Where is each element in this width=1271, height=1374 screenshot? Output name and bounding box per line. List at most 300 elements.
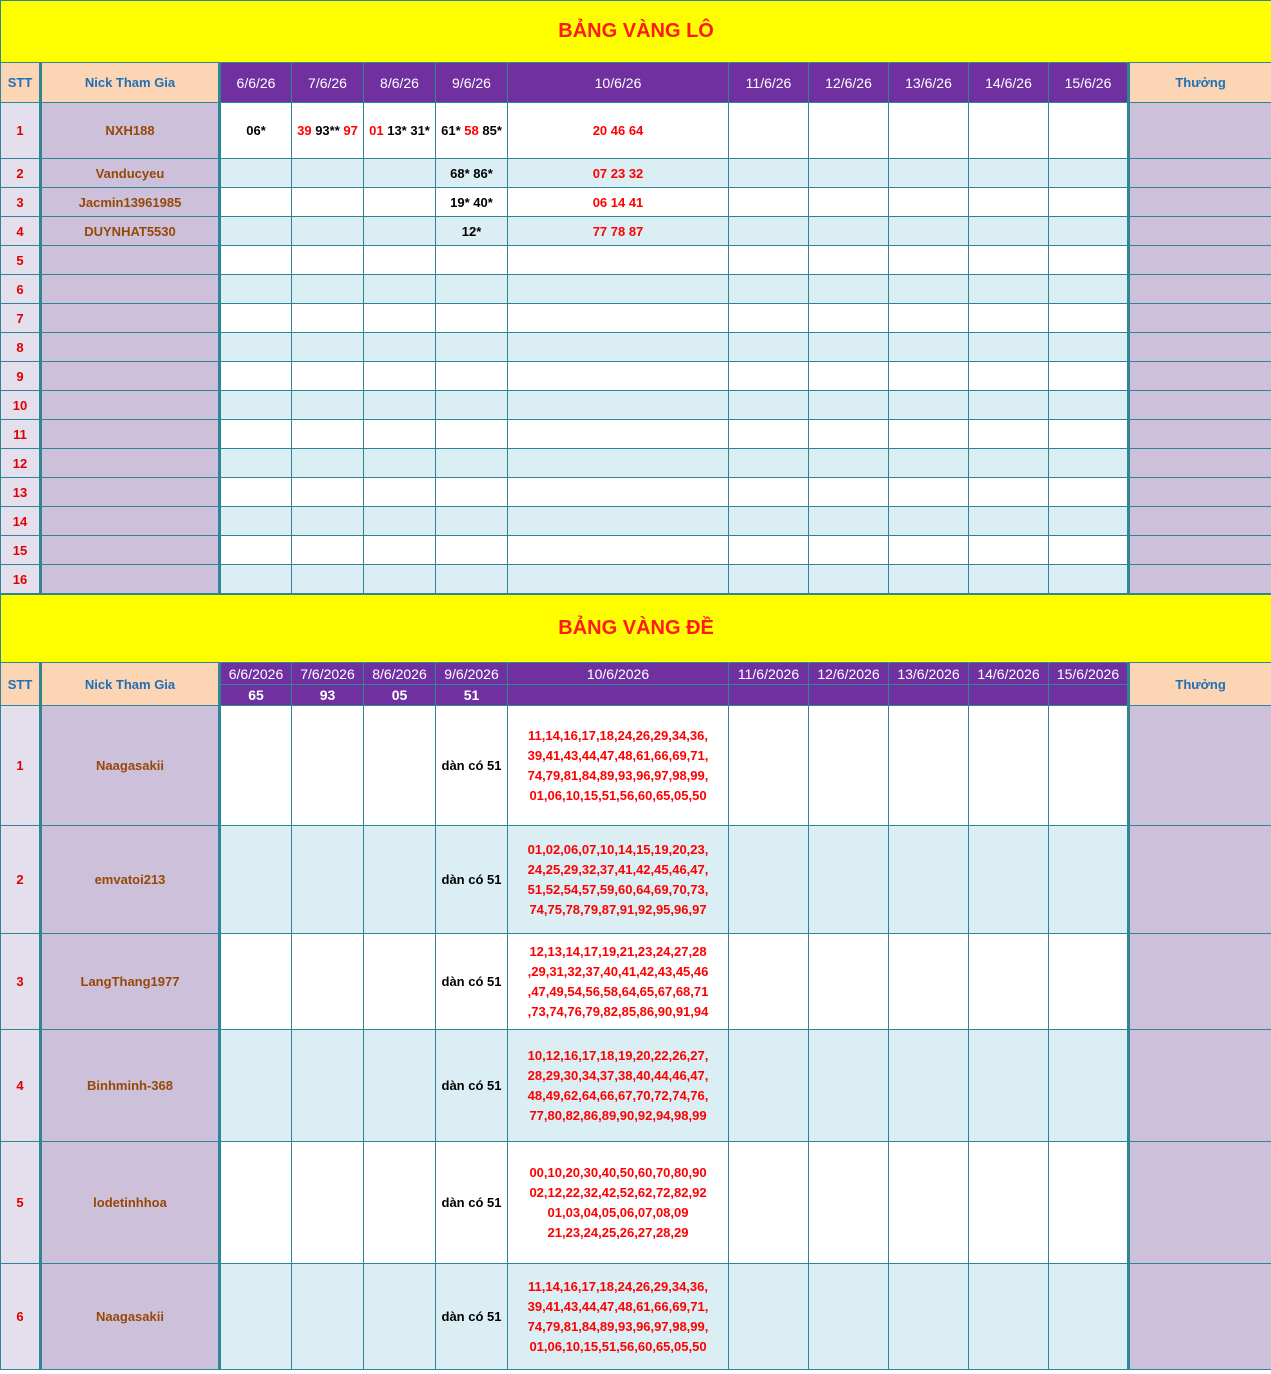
de-cell-empty xyxy=(729,826,809,934)
lo-cell-r7-d8 xyxy=(889,304,969,333)
de-cell-empty xyxy=(292,934,364,1030)
lo-cell-r15-d1 xyxy=(220,536,292,565)
lo-cell-r2-d1 xyxy=(220,159,292,188)
lo-cell-r13-d1 xyxy=(220,478,292,507)
lo-row xyxy=(1,217,1271,246)
lo-pick: 68* 86* xyxy=(450,165,493,181)
de-result-6 xyxy=(729,685,809,706)
lo-header-stt: STT xyxy=(1,63,41,103)
lo-pick: 58 xyxy=(464,123,479,138)
lo-cell-r6-d4 xyxy=(436,275,508,304)
lo-cell-r7-d3 xyxy=(364,304,436,333)
lo-cell-r12-d2 xyxy=(292,449,364,478)
de-row xyxy=(1,934,1271,1030)
lo-cell-r15-d10 xyxy=(1049,536,1129,565)
lo-header-date-6: 11/6/26 xyxy=(729,63,809,103)
de-cell-empty xyxy=(364,934,436,1030)
de-cell-empty xyxy=(729,706,809,826)
lo-cell-r10-d4 xyxy=(436,391,508,420)
lo-cell-r16-d10 xyxy=(1049,565,1129,594)
lo-cell-r11-d4 xyxy=(436,420,508,449)
de-result-8 xyxy=(889,685,969,706)
lo-cell-r9-d5 xyxy=(508,362,729,391)
lo-row-nick xyxy=(41,391,220,420)
lo-cell-r9-d3 xyxy=(364,362,436,391)
de-result-1: 65 xyxy=(220,685,292,706)
de-cell-empty xyxy=(729,1030,809,1142)
lo-cell-r11-d5 xyxy=(508,420,729,449)
lo-row-nick xyxy=(41,246,220,275)
lo-pick: 06 14 41 xyxy=(592,194,644,210)
de-cell-empty xyxy=(889,1264,969,1370)
de-row-stt: 5 xyxy=(1,1142,41,1264)
lo-cell-r13-d2 xyxy=(292,478,364,507)
lo-cell-r10-d10 xyxy=(1049,391,1129,420)
de-cell-empty xyxy=(809,826,889,934)
lo-cell-r4-d5 xyxy=(508,217,729,246)
de-cell-empty xyxy=(729,934,809,1030)
lo-cell-r5-d9 xyxy=(969,246,1049,275)
lo-pick: 07 23 32 xyxy=(592,165,644,181)
lo-header-date-4: 9/6/26 xyxy=(436,63,508,103)
lo-pick: 97 xyxy=(343,123,358,138)
lo-row-stt: 11 xyxy=(1,420,41,449)
lo-row-thuong xyxy=(1129,217,1271,246)
de-cell-d4: dàn có 51 xyxy=(436,1142,508,1264)
lo-cell-r12-d7 xyxy=(809,449,889,478)
de-number-line: 39,41,43,44,47,48,61,66,69,71, xyxy=(527,747,709,763)
lo-cell-r9-d7 xyxy=(809,362,889,391)
de-cell-empty xyxy=(292,1142,364,1264)
de-number-line: ,29,31,32,37,40,41,42,43,45,46 xyxy=(527,963,709,979)
lo-cell-r7-d7 xyxy=(809,304,889,333)
de-cell-numbers xyxy=(508,826,729,934)
lo-row xyxy=(1,478,1271,507)
de-number-line: ,73,74,76,79,82,85,86,90,91,94 xyxy=(527,1003,709,1019)
lo-cell-r5-d7 xyxy=(809,246,889,275)
lo-header-date-3: 8/6/26 xyxy=(364,63,436,103)
lo-cell-r12-d3 xyxy=(364,449,436,478)
de-result-3: 05 xyxy=(364,685,436,706)
lo-cell-r2-d7 xyxy=(809,159,889,188)
de-cell-empty xyxy=(729,1264,809,1370)
lo-row xyxy=(1,103,1271,159)
lo-row-nick: Jacmin13961985 xyxy=(41,188,220,217)
lo-pick: 77 78 87 xyxy=(592,223,644,239)
lo-row xyxy=(1,275,1271,304)
de-result-10 xyxy=(1049,685,1129,706)
de-header-date-5: 10/6/2026 xyxy=(508,663,729,685)
lo-cell-r10-d5 xyxy=(508,391,729,420)
lo-row-stt: 3 xyxy=(1,188,41,217)
lo-cell-r9-d8 xyxy=(889,362,969,391)
de-cell-empty xyxy=(1049,934,1129,1030)
de-number-line: ,47,49,54,56,58,64,65,67,68,71 xyxy=(527,983,709,999)
de-result-7 xyxy=(809,685,889,706)
de-number-line: 24,25,29,32,37,41,42,45,46,47, xyxy=(527,861,709,877)
lo-pick: 93** xyxy=(315,123,340,138)
lo-row-stt: 1 xyxy=(1,103,41,159)
lo-cell-r13-d6 xyxy=(729,478,809,507)
lo-row xyxy=(1,159,1271,188)
lo-cell-r3-d6 xyxy=(729,188,809,217)
de-header-nick: Nick Tham Gia xyxy=(41,663,220,706)
de-number-line: 11,14,16,17,18,24,26,29,34,36, xyxy=(527,727,708,743)
de-cell-numbers xyxy=(508,934,729,1030)
lo-pick: 85* xyxy=(482,123,502,138)
lo-cell-r15-d4 xyxy=(436,536,508,565)
de-result-2: 93 xyxy=(292,685,364,706)
de-row-nick: Naagasakii xyxy=(41,1264,220,1370)
lo-row-stt: 8 xyxy=(1,333,41,362)
de-cell-empty xyxy=(292,826,364,934)
lo-title: BẢNG VÀNG LÔ xyxy=(1,1,1271,63)
de-cell-numbers xyxy=(508,706,729,826)
lo-cell-r13-d7 xyxy=(809,478,889,507)
lo-cell-r1-d4 xyxy=(436,103,508,159)
lo-header-date-8: 13/6/26 xyxy=(889,63,969,103)
de-cell-empty xyxy=(889,1030,969,1142)
de-header-date-2: 7/6/2026 xyxy=(292,663,364,685)
lo-row-thuong xyxy=(1129,478,1271,507)
de-cell-empty xyxy=(1049,1142,1129,1264)
lo-row-thuong xyxy=(1129,188,1271,217)
lo-cell-r4-d3 xyxy=(364,217,436,246)
lo-row-thuong xyxy=(1129,362,1271,391)
de-cell-empty xyxy=(220,1030,292,1142)
lo-cell-r4-d4 xyxy=(436,217,508,246)
lo-cell-r1-d7 xyxy=(809,103,889,159)
lo-cell-r2-d3 xyxy=(364,159,436,188)
lo-row-thuong xyxy=(1129,304,1271,333)
lo-cell-r3-d7 xyxy=(809,188,889,217)
de-row-nick: lodetinhhoa xyxy=(41,1142,220,1264)
de-number-line: 48,49,62,64,66,67,70,72,74,76, xyxy=(527,1087,709,1103)
de-cell-empty xyxy=(969,1264,1049,1370)
lo-cell-r2-d6 xyxy=(729,159,809,188)
lo-cell-r5-d8 xyxy=(889,246,969,275)
de-number-line: 77,80,82,86,89,90,92,94,98,99 xyxy=(529,1107,707,1123)
lo-pick: 61* xyxy=(441,123,461,138)
de-number-line: 74,79,81,84,89,93,96,97,98,99, xyxy=(527,767,709,783)
lo-cell-r8-d1 xyxy=(220,333,292,362)
lo-cell-r3-d2 xyxy=(292,188,364,217)
lo-pick: 39 xyxy=(297,123,312,138)
de-row-thuong xyxy=(1129,706,1271,826)
lo-pick: 13* 31* xyxy=(387,123,430,138)
lo-cell-r13-d4 xyxy=(436,478,508,507)
lo-row-nick xyxy=(41,536,220,565)
de-header-date-10: 15/6/2026 xyxy=(1049,663,1129,685)
de-cell-empty xyxy=(364,1264,436,1370)
lo-cell-r1-d3 xyxy=(364,103,436,159)
lo-cell-r2-d2 xyxy=(292,159,364,188)
lo-cell-r6-d10 xyxy=(1049,275,1129,304)
lo-cell-r13-d10 xyxy=(1049,478,1129,507)
lo-header-date-2: 7/6/26 xyxy=(292,63,364,103)
de-cell-empty xyxy=(1049,1030,1129,1142)
lo-row xyxy=(1,188,1271,217)
de-cell-empty xyxy=(809,934,889,1030)
de-header-stt: STT xyxy=(1,663,41,706)
de-row-thuong xyxy=(1129,1030,1271,1142)
de-cell-d4: dàn có 51 xyxy=(436,934,508,1030)
lo-cell-r12-d1 xyxy=(220,449,292,478)
de-cell-d4: dàn có 51 xyxy=(436,1030,508,1142)
lo-row-stt: 10 xyxy=(1,391,41,420)
lo-cell-r7-d5 xyxy=(508,304,729,333)
lo-cell-r15-d3 xyxy=(364,536,436,565)
lo-header-date-10: 15/6/26 xyxy=(1049,63,1129,103)
lo-cell-r14-d4 xyxy=(436,507,508,536)
de-cell-empty xyxy=(292,706,364,826)
lo-cell-r8-d3 xyxy=(364,333,436,362)
lo-cell-r8-d7 xyxy=(809,333,889,362)
de-cell-empty xyxy=(889,1142,969,1264)
lo-row-thuong xyxy=(1129,536,1271,565)
lo-cell-r4-d8 xyxy=(889,217,969,246)
lo-cell-r9-d6 xyxy=(729,362,809,391)
lo-row-stt: 5 xyxy=(1,246,41,275)
lo-cell-r3-d8 xyxy=(889,188,969,217)
lo-cell-r1-d8 xyxy=(889,103,969,159)
lo-row-thuong xyxy=(1129,507,1271,536)
lo-cell-r3-d1 xyxy=(220,188,292,217)
lo-row-stt: 15 xyxy=(1,536,41,565)
lo-cell-r15-d5 xyxy=(508,536,729,565)
de-number-line: 74,79,81,84,89,93,96,97,98,99, xyxy=(527,1318,709,1334)
lo-cell-r11-d8 xyxy=(889,420,969,449)
lo-cell-r8-d6 xyxy=(729,333,809,362)
de-row xyxy=(1,1142,1271,1264)
lo-cell-r1-d10 xyxy=(1049,103,1129,159)
lo-row-stt: 6 xyxy=(1,275,41,304)
de-cell-empty xyxy=(809,706,889,826)
de-number-line: 01,06,10,15,51,56,60,65,05,50 xyxy=(529,787,707,803)
lo-cell-r4-d1 xyxy=(220,217,292,246)
lo-cell-r9-d9 xyxy=(969,362,1049,391)
lo-cell-r15-d8 xyxy=(889,536,969,565)
lo-cell-r4-d9 xyxy=(969,217,1049,246)
lo-cell-r6-d8 xyxy=(889,275,969,304)
lo-row-stt: 13 xyxy=(1,478,41,507)
lo-row xyxy=(1,507,1271,536)
de-header-date-6: 11/6/2026 xyxy=(729,663,809,685)
de-result-4: 51 xyxy=(436,685,508,706)
lo-cell-r3-d9 xyxy=(969,188,1049,217)
de-cell-empty xyxy=(220,1264,292,1370)
lo-cell-r12-d5 xyxy=(508,449,729,478)
lo-row-stt: 12 xyxy=(1,449,41,478)
lo-cell-r14-d6 xyxy=(729,507,809,536)
lo-cell-r16-d7 xyxy=(809,565,889,594)
de-row-thuong xyxy=(1129,934,1271,1030)
de-cell-empty xyxy=(969,706,1049,826)
lo-pick: 12* xyxy=(461,223,482,239)
de-cell-numbers xyxy=(508,1030,729,1142)
lo-cell-r3-d3 xyxy=(364,188,436,217)
lo-row-nick xyxy=(41,420,220,449)
lo-cell-r5-d10 xyxy=(1049,246,1129,275)
lo-cell-r13-d9 xyxy=(969,478,1049,507)
lo-cell-r14-d10 xyxy=(1049,507,1129,536)
de-cell-empty xyxy=(220,1142,292,1264)
lo-cell-r16-d3 xyxy=(364,565,436,594)
lo-cell-r8-d5 xyxy=(508,333,729,362)
de-cell-empty xyxy=(220,826,292,934)
lo-cell-r10-d7 xyxy=(809,391,889,420)
de-cell-empty xyxy=(889,706,969,826)
lo-cell-r6-d9 xyxy=(969,275,1049,304)
de-cell-empty xyxy=(969,1030,1049,1142)
de-number-line: 21,23,24,25,26,27,28,29 xyxy=(547,1224,689,1240)
lo-cell-r12-d10 xyxy=(1049,449,1129,478)
lo-cell-r16-d8 xyxy=(889,565,969,594)
lo-cell-r3-d4 xyxy=(436,188,508,217)
de-table xyxy=(0,594,1271,1370)
lo-pick: 01 xyxy=(369,123,384,138)
lo-cell-r6-d1 xyxy=(220,275,292,304)
lo-cell-r11-d1 xyxy=(220,420,292,449)
lo-row-nick xyxy=(41,449,220,478)
de-cell-empty xyxy=(364,1142,436,1264)
lo-row-thuong xyxy=(1129,420,1271,449)
lo-cell-r7-d2 xyxy=(292,304,364,333)
lo-cell-r2-d5 xyxy=(508,159,729,188)
lo-cell-r9-d4 xyxy=(436,362,508,391)
lo-cell-r14-d1 xyxy=(220,507,292,536)
de-cell-empty xyxy=(809,1142,889,1264)
de-cell-empty xyxy=(969,826,1049,934)
de-number-line: 39,41,43,44,47,48,61,66,69,71, xyxy=(527,1298,709,1314)
de-cell-empty xyxy=(969,1142,1049,1264)
lo-row-thuong xyxy=(1129,275,1271,304)
lo-row xyxy=(1,449,1271,478)
de-cell-d4: dàn có 51 xyxy=(436,826,508,934)
lo-row-nick xyxy=(41,362,220,391)
lo-cell-r9-d10 xyxy=(1049,362,1129,391)
lo-row-nick xyxy=(41,275,220,304)
lo-cell-r14-d7 xyxy=(809,507,889,536)
lo-cell-r10-d9 xyxy=(969,391,1049,420)
lo-cell-r2-d10 xyxy=(1049,159,1129,188)
de-result-5 xyxy=(508,685,729,706)
lo-cell-r5-d3 xyxy=(364,246,436,275)
de-header-thuong: Thưởng xyxy=(1129,663,1271,706)
lo-cell-r14-d2 xyxy=(292,507,364,536)
lo-cell-r7-d9 xyxy=(969,304,1049,333)
de-number-line: 01,06,10,15,51,56,60,65,05,50 xyxy=(529,1338,707,1354)
de-header-date-7: 12/6/2026 xyxy=(809,663,889,685)
lo-row-thuong xyxy=(1129,333,1271,362)
lo-header-nick: Nick Tham Gia xyxy=(41,63,220,103)
lo-row xyxy=(1,565,1271,594)
lo-cell-r5-d4 xyxy=(436,246,508,275)
de-row-stt: 2 xyxy=(1,826,41,934)
de-row-thuong xyxy=(1129,826,1271,934)
de-cell-d4: dàn có 51 xyxy=(436,706,508,826)
lo-cell-r10-d2 xyxy=(292,391,364,420)
lo-cell-r12-d9 xyxy=(969,449,1049,478)
lo-cell-r3-d5 xyxy=(508,188,729,217)
lo-cell-r16-d1 xyxy=(220,565,292,594)
lo-cell-r1-d2 xyxy=(292,103,364,159)
de-header-date-1: 6/6/2026 xyxy=(220,663,292,685)
lo-cell-r13-d5 xyxy=(508,478,729,507)
lo-cell-r12-d8 xyxy=(889,449,969,478)
de-row xyxy=(1,1030,1271,1142)
lo-cell-r4-d2 xyxy=(292,217,364,246)
lo-cell-r1-d6 xyxy=(729,103,809,159)
de-cell-empty xyxy=(220,934,292,1030)
de-row-thuong xyxy=(1129,1264,1271,1370)
lo-cell-r10-d8 xyxy=(889,391,969,420)
lo-cell-r16-d9 xyxy=(969,565,1049,594)
lo-cell-r10-d1 xyxy=(220,391,292,420)
lo-cell-r6-d7 xyxy=(809,275,889,304)
lo-cell-r7-d6 xyxy=(729,304,809,333)
lo-row-stt: 7 xyxy=(1,304,41,333)
lo-row-thuong xyxy=(1129,449,1271,478)
lo-cell-r15-d7 xyxy=(809,536,889,565)
lo-cell-r13-d8 xyxy=(889,478,969,507)
lo-row-stt: 16 xyxy=(1,565,41,594)
lo-cell-r7-d1 xyxy=(220,304,292,333)
lo-row-nick xyxy=(41,478,220,507)
de-number-line: 01,02,06,07,10,14,15,19,20,23, xyxy=(527,841,709,857)
de-cell-empty xyxy=(889,826,969,934)
lo-cell-r5-d6 xyxy=(729,246,809,275)
lo-cell-r6-d3 xyxy=(364,275,436,304)
lo-cell-r8-d8 xyxy=(889,333,969,362)
de-header-date-9: 14/6/2026 xyxy=(969,663,1049,685)
lo-row xyxy=(1,536,1271,565)
lo-row-nick xyxy=(41,565,220,594)
lo-cell-r6-d6 xyxy=(729,275,809,304)
lo-cell-r11-d7 xyxy=(809,420,889,449)
lo-cell-r11-d10 xyxy=(1049,420,1129,449)
de-number-line: 10,12,16,17,18,19,20,22,26,27, xyxy=(527,1047,709,1063)
lo-row-thuong xyxy=(1129,246,1271,275)
lo-header-date-5: 10/6/26 xyxy=(508,63,729,103)
lo-row xyxy=(1,333,1271,362)
de-cell-empty xyxy=(220,706,292,826)
lo-cell-r1-d5 xyxy=(508,103,729,159)
de-header-date-8: 13/6/2026 xyxy=(889,663,969,685)
lo-pick: 06* xyxy=(246,123,266,138)
lo-cell-r16-d6 xyxy=(729,565,809,594)
de-result-9 xyxy=(969,685,1049,706)
lo-cell-r15-d9 xyxy=(969,536,1049,565)
lo-cell-r10-d3 xyxy=(364,391,436,420)
lo-row-nick xyxy=(41,304,220,333)
lo-pick: 20 46 64 xyxy=(592,123,644,138)
lo-row-thuong xyxy=(1129,565,1271,594)
lo-cell-r14-d9 xyxy=(969,507,1049,536)
lo-row-nick: Vanducyeu xyxy=(41,159,220,188)
de-row-stt: 3 xyxy=(1,934,41,1030)
lo-cell-r11-d9 xyxy=(969,420,1049,449)
lo-cell-r12-d4 xyxy=(436,449,508,478)
de-cell-empty xyxy=(809,1264,889,1370)
lo-cell-r11-d3 xyxy=(364,420,436,449)
lo-header-thuong: Thưởng xyxy=(1129,63,1271,103)
de-number-line: 02,12,22,32,42,52,62,72,82,92 xyxy=(529,1184,707,1200)
lo-cell-r2-d4 xyxy=(436,159,508,188)
de-cell-empty xyxy=(364,826,436,934)
lo-row xyxy=(1,246,1271,275)
de-number-line: 12,13,14,17,19,21,23,24,27,28 xyxy=(529,943,707,959)
